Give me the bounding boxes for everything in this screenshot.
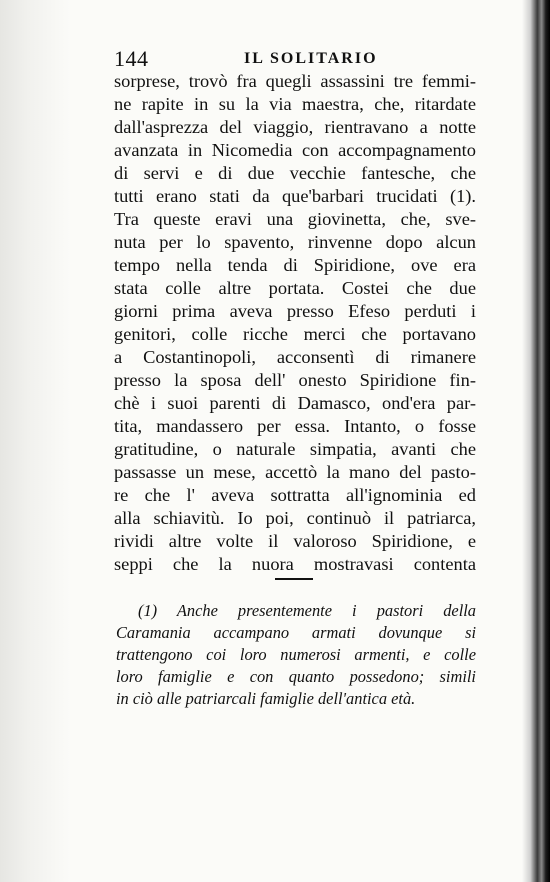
- text-line: tita, mandassero per essa. Intanto, o fosse: [114, 416, 476, 436]
- page-number: 144: [114, 46, 149, 71]
- text-line: gratitudine, o naturale simpatia, avanti che: [114, 439, 476, 459]
- text-line: ne rapite in su la via maestra, che, ritardate: [114, 94, 476, 114]
- text-line: nuta per lo spavento, rinvenne dopo alcun: [114, 232, 476, 252]
- text-line: genitori, colle ricche merci che portavano: [114, 324, 476, 344]
- page-header: [114, 42, 474, 72]
- page-gutter-shadow: [0, 0, 70, 882]
- text-line: tutti erano stati da que'barbari trucidati (1).: [114, 186, 476, 206]
- footnote-line: (1) Anche presentemente i pastori della: [138, 601, 476, 620]
- text-line: seppi che la nuora mostravasi contenta: [114, 554, 476, 574]
- text-line: re che l' aveva sottratta all'ignominia ed: [114, 485, 476, 505]
- text-line: di servi e di due vecchie fantesche, che: [114, 163, 476, 183]
- text-line: alla schiavitù. Io poi, continuò il patriarca,: [114, 508, 476, 528]
- text-line: a Costantinopoli, acconsentì di rimanere: [114, 347, 476, 367]
- running-title: IL SOLITARIO: [244, 50, 378, 67]
- footnote-line: Caramania accampano armati dovunque si: [116, 623, 476, 642]
- text-line: giorni prima aveva presso Efeso perduti i: [114, 301, 476, 321]
- text-line: sorprese, trovò fra quegli assassini tre femmi-: [114, 71, 476, 91]
- text-line: tempo nella tenda di Spiridione, ove era: [114, 255, 476, 275]
- text-line: dall'asprezza del viaggio, rientravano a notte: [114, 117, 476, 137]
- footnote-line: trattengono coi loro numerosi armenti, e colle: [116, 645, 476, 664]
- text-line: chè i suoi parenti di Damasco, ond'era par-: [114, 393, 476, 413]
- page-edge: [522, 0, 550, 882]
- footnote: [116, 600, 476, 710]
- text-line: passasse un mese, accettò la mano del pasto-: [114, 462, 476, 482]
- text-line: avanzata in Nicomedia con accompagnamento: [114, 140, 476, 160]
- text-line: Tra queste eravi una giovinetta, che, sve-: [114, 209, 476, 229]
- footnote-line: loro famiglie e con quanto possedono; simili: [116, 667, 476, 686]
- footnote-separator: [275, 578, 313, 580]
- text-line: presso la sposa dell' onesto Spiridione fin-: [114, 370, 476, 390]
- text-line: stata colle altre portata. Costei che due: [114, 278, 476, 298]
- footnote-line: in ciò alle patriarcali famiglie dell'antica età.: [116, 689, 416, 708]
- body-text: [114, 70, 476, 576]
- text-line: rividi altre volte il valoroso Spiridione, e: [114, 531, 476, 551]
